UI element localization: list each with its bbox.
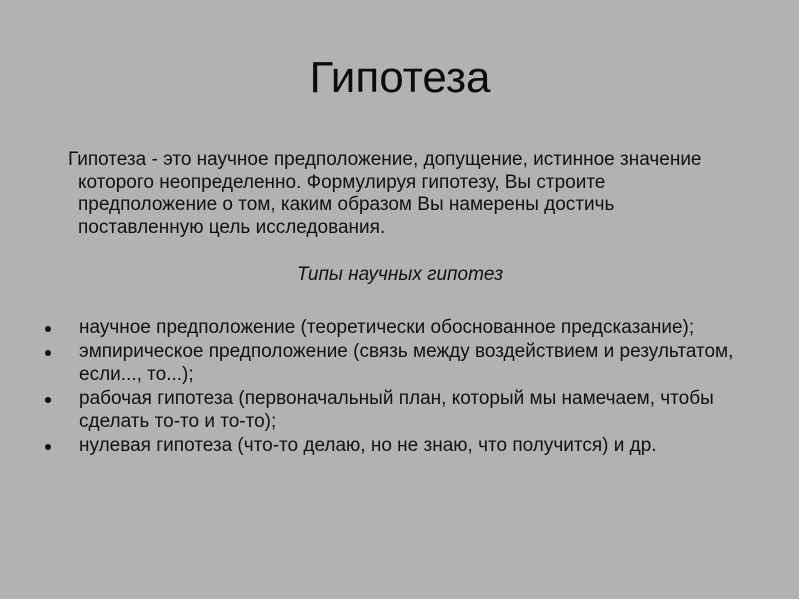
slide-subtitle: Типы научных гипотез <box>296 264 504 285</box>
list-item-text: научное предположение (теоретически обоснованное предсказание); <box>79 317 695 338</box>
list-item-text: нулевая гипотеза (что-то делаю, но не знаю, что получится) и др. <box>79 435 657 456</box>
bullet-dot-icon <box>45 397 51 403</box>
list-item-text: рабочая гипотеза (первоначальный план, который мы намечаем, чтобы сделать то-то и то-то); <box>79 388 714 432</box>
bullet-dot-icon <box>45 350 51 356</box>
definition-text: Гипотеза - это научное предположение, допущение, истинное значение которого неопределенно. Формулируя гипотезу, Вы строите предположение о том, каким образом Вы намерены достичь поставленную цель исследования. <box>68 149 702 238</box>
list-item <box>40 316 740 339</box>
list-item <box>40 340 740 386</box>
list-item-text: эмпирическое предположение (связь между воздействием и результатом, если..., то...); <box>79 341 734 385</box>
slide-title: Гипотеза <box>309 53 491 102</box>
bullet-dot-icon <box>45 444 51 450</box>
hypothesis-types-list <box>40 316 740 458</box>
list-item <box>40 434 740 457</box>
list-item <box>40 387 740 433</box>
bullet-dot-icon <box>45 326 51 332</box>
